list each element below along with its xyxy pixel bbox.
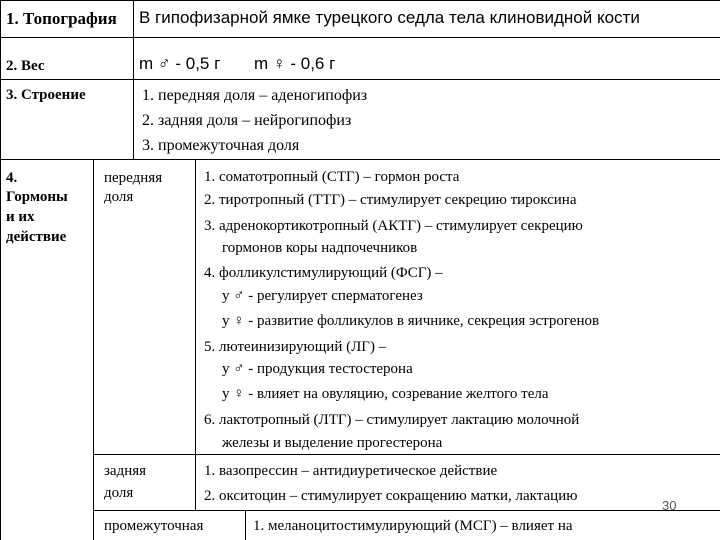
row-separator bbox=[0, 159, 720, 160]
weight-male: m ♂ - 0,5 г bbox=[139, 54, 221, 73]
structure-item: 2. задняя доля – нейрогипофиз bbox=[142, 112, 352, 129]
column-divider bbox=[245, 510, 246, 540]
weight-label: 2. Вес bbox=[6, 58, 45, 74]
anterior-lobe-label: передняя bbox=[104, 170, 163, 186]
anterior-hormone-line: 5. лютеинизирующий (ЛГ) – bbox=[204, 339, 387, 355]
structure-item: 3. промежуточная доля bbox=[142, 137, 300, 154]
row-separator bbox=[0, 79, 720, 80]
anterior-hormone-line: 2. тиротропный (ТТГ) – стимулирует секрецию тироксина bbox=[204, 192, 577, 208]
posterior-hormone-line: 1. вазопрессин – антидиуретическое действие bbox=[204, 463, 498, 479]
hormones-label: Гормоны bbox=[6, 189, 68, 205]
intermediate-hormone-line: 1. меланоцитостимулирующий (МСГ) – влияет на bbox=[253, 518, 573, 534]
posterior-lobe-label: доля bbox=[104, 485, 134, 501]
row-separator bbox=[0, 37, 720, 38]
anterior-hormone-line: 4. фолликулстимулирующий (ФСГ) – bbox=[204, 265, 443, 281]
anterior-hormone-line: у ♀ - развитие фолликулов в яичнике, секреция эстрогенов bbox=[222, 313, 600, 329]
posterior-lobe-label: задняя bbox=[104, 463, 147, 479]
hormones-label: и их bbox=[6, 209, 35, 225]
anterior-hormone-line: 1. соматотропный (СТГ) – гормон роста bbox=[204, 169, 460, 185]
posterior-hormone-line: 2. окситоцин – стимулирует сокращению матки, лактацию bbox=[204, 488, 578, 504]
topography-text: В гипофизарной ямке турецкого седла тела клиновидной кости bbox=[139, 8, 640, 27]
structure-item: 1. передняя доля – аденогипофиз bbox=[142, 87, 368, 104]
sub-row-separator bbox=[93, 454, 720, 455]
hormones-label: действие bbox=[6, 229, 67, 245]
column-divider bbox=[93, 159, 94, 540]
page-number: 30 bbox=[662, 498, 677, 513]
anterior-hormone-line: у ♂ - продукция тестостерона bbox=[222, 361, 413, 377]
sub-row-separator bbox=[93, 510, 720, 511]
hormones-label: 4. bbox=[6, 170, 18, 186]
table-border-top bbox=[0, 0, 720, 1]
topography-label: 1. Топография bbox=[6, 9, 117, 28]
column-divider bbox=[133, 0, 134, 159]
anterior-hormone-line: 3. адренокортикотропный (АКТГ) – стимулирует секрецию bbox=[204, 218, 583, 234]
anterior-hormone-line: 6. лактотропный (ЛТГ) – стимулирует лактацию молочной bbox=[204, 412, 580, 428]
column-divider bbox=[195, 159, 196, 510]
anterior-hormone-line: у ♂ - регулирует сперматогенез bbox=[222, 288, 423, 304]
anterior-hormone-line: у ♀ - влияет на овуляцию, созревание желтого тела bbox=[222, 386, 549, 402]
anterior-lobe-label: доля bbox=[104, 189, 134, 205]
intermediate-lobe-label: промежуточная bbox=[104, 518, 204, 534]
table-border-left bbox=[0, 0, 1, 540]
anterior-hormone-line: железы и выделение прогестерона bbox=[222, 435, 443, 451]
anterior-hormone-line: гормонов коры надпочечников bbox=[222, 240, 418, 256]
weight-female: m ♀ - 0,6 г bbox=[254, 54, 336, 73]
structure-label: 3. Строение bbox=[6, 87, 86, 103]
